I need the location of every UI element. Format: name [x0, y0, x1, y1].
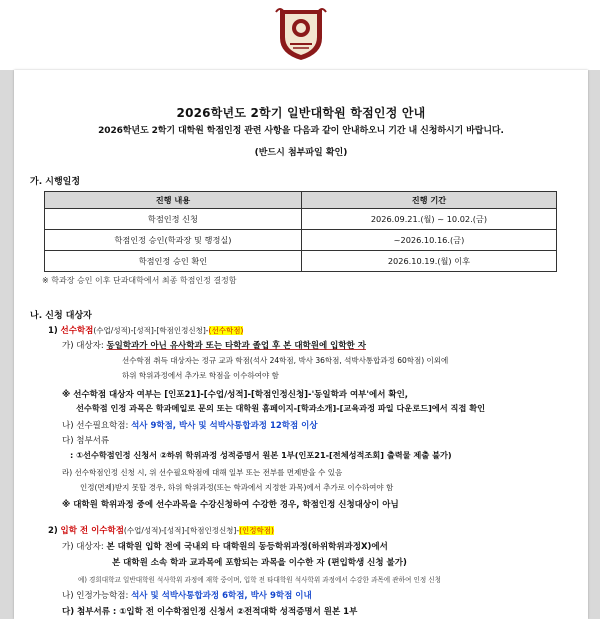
exemption-line: 인정(면제)받지 못할 경우, 하위 학위과정(또는 학과에서 지정한 과목)에서 추가로 이수하여야 함: [80, 483, 394, 492]
item-text: 본 대학원 입학 전에 국내외 타 대학원의 동등학위과정(하위학위과정X)에서: [106, 542, 388, 552]
column-header: 진행 내용: [45, 192, 302, 209]
university-seal-icon: [274, 4, 328, 62]
attachments-text: : ①선수학점인정 신청서 ②하위 학위과정 성적증명서 원본 1부(인포21-[전체성적조회] 출력물 제출 불가): [70, 450, 452, 460]
item-text: 석사 및 석박사통합과정 6학점, 박사 9학점 이내: [131, 591, 312, 601]
table-row: [45, 230, 557, 251]
section-number: 2): [48, 526, 58, 536]
notice-document: [14, 70, 588, 619]
target-detail: 선수학점 취득 대상자는 정규 교과 학점(석사 24학점, 박사 36학점, 석박사통합과정 60학점) 이외에: [122, 356, 449, 365]
schedule-table: [44, 191, 557, 272]
target-detail: 본 대학원 소속 학과 교과목에 포함되는 과목을 이수한 자 (편입학생 신청 불가): [112, 558, 407, 568]
item-text: 동일학과가 아닌 유사학과 또는 타학과 졸업 후 본 대학원에 입학한 자: [106, 341, 366, 351]
table-row: [45, 251, 557, 272]
exclusion-note: ※ 대학원 학위과정 중에 선수과목을 수강신청하여 수강한 경우, 학점인정 신청대상이 아님: [62, 500, 399, 510]
eligibility-note: ※ 선수학점 대상자 여부는 [인포21]-[수업/성적]-[학점인정신청]-'동일학과 여부'에서 확인,: [62, 390, 409, 400]
intro-text: 2026학년도 2학기 대학원 학점인정 관련 사항을 다음과 같이 안내하오니 기간 내 신청하시기 바랍니다.: [98, 126, 504, 136]
attachments-label: 다) 첨부서류: [62, 436, 110, 446]
item-text: 석사 9학점, 박사 및 석박사통합과정 12학점 이상: [131, 421, 318, 431]
menu-path-highlight: (선수학점): [208, 326, 244, 335]
item-label: 나) 선수필요학점:: [62, 421, 129, 431]
header-banner: [0, 0, 600, 70]
target-line: [62, 339, 366, 351]
table-header-row: [45, 192, 557, 209]
item-label: 가) 대상자:: [62, 341, 104, 351]
table-cell: 학점인정 승인(학과장 및 행정실): [45, 230, 302, 251]
target-detail: 하위 학위과정에서 추가로 학점을 이수하여야 함: [122, 371, 279, 380]
table-cell: 학점인정 승인 확인: [45, 251, 302, 272]
required-credits-line: [62, 419, 318, 431]
table-cell: 2026.09.21.(월) ~ 10.02.(금): [301, 209, 556, 230]
exemption-line: 라) 선수학점인정 신청 시, 위 선수필요학점에 대해 일부 또는 전부를 면제받을 수 있음: [62, 468, 343, 477]
item-label: 나) 인정가능학점:: [62, 591, 129, 601]
section-pre-admission-credits: [48, 524, 274, 536]
section-prior-credits: [48, 324, 243, 336]
example-note: 예) 경희대학교 일반대학원 석사학위 과정에 재학 중이며, 입학 전 타대학원 석사학위 과정에서 수강한 과목에 관하여 인정 신청: [78, 576, 442, 584]
allowed-credits-line: [62, 589, 312, 601]
intro-note: (반드시 첨부파일 확인): [254, 148, 348, 158]
attachments-text: 다) 첨부서류 : ①입학 전 이수학점인정 신청서 ②전적대학 성적증명서 원본 1부: [62, 607, 358, 617]
page-title: 2026학년도 2학기 일반대학원 학점인정 안내: [176, 106, 426, 120]
schedule-heading: 가. 시행일정: [30, 177, 81, 187]
table-cell: 학점인정 신청: [45, 209, 302, 230]
table-row: [45, 209, 557, 230]
eligibility-note: 선수학점 인정 과목은 학과메일로 문의 또는 대학원 홈페이지-[학과소개]-[교육과정 파일 다운로드]에서 직접 확인: [76, 403, 486, 413]
menu-path: (수업/성적)-[성적]-[학점인정신청]-: [123, 526, 240, 535]
schedule-note: ※ 학과장 승인 이후 단과대학에서 최종 학점인정 결정함: [42, 276, 237, 285]
column-header: 진행 기간: [301, 192, 556, 209]
menu-path-highlight: (인정학점): [239, 526, 274, 535]
item-label: 가) 대상자:: [62, 542, 104, 552]
section-title: 입학 전 이수학점: [60, 526, 124, 536]
table-cell: 2026.10.19.(월) 이후: [301, 251, 556, 272]
target-line: [62, 540, 388, 552]
section-number: 1): [48, 326, 58, 336]
section-title: 선수학점: [60, 326, 94, 336]
table-cell: ~2026.10.16.(금): [301, 230, 556, 251]
targets-heading: 나. 신청 대상자: [30, 311, 92, 321]
menu-path: (수업/성적)-[성적]-[학점인정신청]-: [93, 326, 209, 335]
